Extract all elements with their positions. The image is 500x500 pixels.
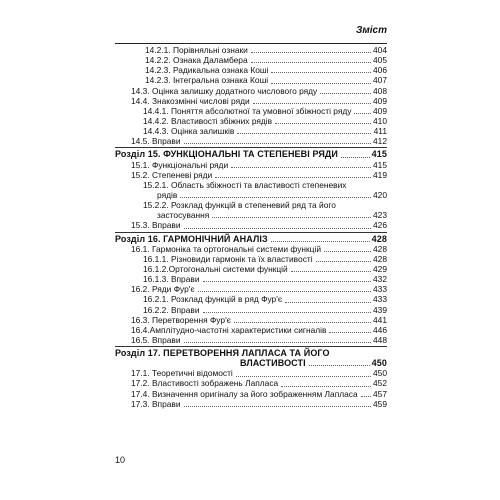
toc-entry-label: застосування xyxy=(157,210,210,221)
toc-dot-leader xyxy=(320,93,371,94)
toc-entry-page: 411 xyxy=(373,126,387,137)
toc-dot-leader xyxy=(212,217,371,218)
toc-entry-label: 16.1.3. Вправи xyxy=(143,274,200,285)
toc-entry-page: 433 xyxy=(373,284,387,295)
toc-entry-page: 409 xyxy=(373,105,387,116)
toc-entry-page: 432 xyxy=(373,274,387,285)
toc-entry-label: 16.1.2.Ортогональні системи функцій xyxy=(143,263,288,274)
toc-entry[interactable] xyxy=(115,126,387,136)
toc-entry-page: 429 xyxy=(373,263,387,274)
toc-entry[interactable] xyxy=(115,200,387,210)
toc-entry-page: 450 xyxy=(373,368,387,379)
toc-entry-label: 17.1. Теоретичні відомості xyxy=(131,368,233,379)
toc-entry-page: 423 xyxy=(373,210,387,221)
toc-entry-label: 16.2.2. Вправи xyxy=(143,304,200,315)
toc-dot-leader xyxy=(184,342,371,343)
toc-entry-label: 16.2.1. Розклад функцій в ряд Фур'є xyxy=(143,294,283,305)
toc-entry-page: 420 xyxy=(373,189,387,200)
toc-dot-leader xyxy=(184,228,371,229)
toc-entry-page: 426 xyxy=(373,220,387,231)
toc-dot-leader xyxy=(184,406,371,407)
toc-dot-leader xyxy=(237,133,371,134)
toc-entry-label: 16.5. Вправи xyxy=(131,334,181,345)
toc-entry-label: 15.2.1. Область збіжності та властивості степеневих xyxy=(143,179,347,190)
toc-entry-page: 428 xyxy=(373,243,387,254)
toc-entry-label: 17.2. Властивості зображень Лапласа xyxy=(131,378,279,389)
header-rule xyxy=(115,43,387,44)
toc-entry-label: 17.4. Визначення оригіналу за його зображенням Лапласа xyxy=(131,388,358,399)
toc-dot-leader xyxy=(341,157,370,158)
toc-entry-page: 415 xyxy=(371,149,387,160)
toc-entry[interactable] xyxy=(115,389,387,399)
toc-entry-page: 415 xyxy=(373,159,387,170)
toc-dot-leader xyxy=(234,322,371,323)
toc-entry-page: 407 xyxy=(373,75,387,86)
page-header xyxy=(115,25,387,36)
toc-entry[interactable] xyxy=(115,368,387,378)
toc-dot-leader xyxy=(281,386,371,387)
toc-entry-label: рядів xyxy=(157,189,178,200)
toc-entry-label: 16.1.1. Різновиди гармонік та їх властивості xyxy=(143,253,313,264)
toc-entry-page: 406 xyxy=(373,65,387,76)
toc-dot-leader xyxy=(361,396,371,397)
toc-entry[interactable] xyxy=(115,75,387,85)
page-number: 10 xyxy=(115,455,126,465)
toc-dot-leader xyxy=(329,332,371,333)
toc-dot-leader xyxy=(271,241,370,242)
toc-dot-leader xyxy=(291,271,371,272)
toc-entry[interactable] xyxy=(115,45,387,55)
toc-dot-leader xyxy=(236,376,371,377)
toc-entry-label: 15.2. Степеневі ряди xyxy=(131,169,213,180)
toc-dot-leader xyxy=(180,197,371,198)
toc-entry-label: Розділ 17. ПЕРЕТВОРЕННЯ ЛАПЛАСА ТА ЙОГО xyxy=(115,348,330,359)
toc-entry-label: 14.4.2. Властивості збіжних рядів xyxy=(143,115,273,126)
toc-dot-leader xyxy=(275,123,371,124)
section-separator xyxy=(115,147,387,148)
toc-dot-leader xyxy=(215,177,371,178)
toc-entry[interactable] xyxy=(115,274,387,284)
toc-entry[interactable] xyxy=(115,315,387,325)
toc-section-heading[interactable] xyxy=(115,149,387,159)
toc-dot-leader xyxy=(285,302,371,303)
toc-entry-page: 410 xyxy=(373,115,387,126)
toc-entry[interactable] xyxy=(115,106,387,116)
toc-entry[interactable] xyxy=(115,160,387,170)
toc-entry-page: 448 xyxy=(373,334,387,345)
toc-entry[interactable] xyxy=(115,244,387,254)
toc-entry-label: 14.2.1. Порівняльні ознаки xyxy=(145,44,248,55)
toc-entry[interactable] xyxy=(115,65,387,75)
toc-dot-leader xyxy=(316,261,371,262)
toc-dot-leader xyxy=(251,62,371,63)
toc-entry-label: 14.3. Оцінка залишку додатного числового ряду xyxy=(131,85,318,96)
toc-entry-page: 408 xyxy=(373,85,387,96)
toc-entry-label: 14.4.1. Поняття абсолютної та умовної збіжності ряду xyxy=(143,105,352,116)
table-of-contents xyxy=(115,45,387,409)
toc-entry-page: 412 xyxy=(373,136,387,147)
toc-entry-page: 409 xyxy=(373,95,387,106)
toc-entry[interactable] xyxy=(115,55,387,65)
toc-entry[interactable] xyxy=(115,379,387,389)
section-separator xyxy=(115,346,387,347)
toc-entry-page: 450 xyxy=(371,358,387,369)
toc-entry[interactable] xyxy=(115,180,387,190)
toc-dot-leader xyxy=(271,72,371,73)
toc-dot-leader xyxy=(253,103,371,104)
toc-entry[interactable] xyxy=(115,284,387,294)
toc-entry[interactable] xyxy=(115,190,387,200)
toc-entry-page: 439 xyxy=(373,304,387,315)
toc-entry-page: 452 xyxy=(373,378,387,389)
toc-entry-label: ВЛАСТИВОСТІ xyxy=(240,358,306,369)
toc-entry-page: 428 xyxy=(373,253,387,264)
toc-entry[interactable] xyxy=(115,116,387,126)
toc-dot-leader xyxy=(309,365,370,366)
toc-entry-page: 405 xyxy=(373,55,387,66)
toc-entry-page: 459 xyxy=(373,398,387,409)
toc-entry-page: 446 xyxy=(373,324,387,335)
toc-entry-label: 15.1. Функціональні ряди xyxy=(131,159,229,170)
toc-dot-leader xyxy=(354,113,371,114)
toc-entry-label: Розділ 15. ФУНКЦІОНАЛЬНІ ТА СТЕПЕНЕВІ РЯДИ xyxy=(115,149,338,160)
toc-entry-page: 433 xyxy=(373,294,387,305)
toc-entry-page: 441 xyxy=(373,314,387,325)
toc-dot-leader xyxy=(198,291,371,292)
toc-dot-leader xyxy=(203,281,371,282)
toc-entry-label: 17.3. Вправи xyxy=(131,398,181,409)
toc-entry[interactable] xyxy=(115,170,387,180)
toc-entry-label: 14.2.2. Ознака Даламбера xyxy=(145,55,248,66)
toc-dot-leader xyxy=(271,83,371,84)
toc-entry-page: 419 xyxy=(373,169,387,180)
toc-entry[interactable] xyxy=(115,264,387,274)
toc-entry-label: 15.2.2. Розклад функцій в степеневий ряд та його xyxy=(143,200,336,211)
toc-entry-page: 428 xyxy=(371,233,387,244)
toc-entry[interactable] xyxy=(115,294,387,304)
toc-entry-label: Розділ 16. ГАРМОНІЧНИЙ АНАЛІЗ xyxy=(115,233,268,244)
toc-entry-label: 14.5. Вправи xyxy=(131,136,181,147)
section-separator xyxy=(115,232,387,233)
toc-entry-label: 16.2. Ряди Фур'є xyxy=(131,284,195,295)
toc-entry[interactable] xyxy=(115,220,387,230)
toc-entry[interactable] xyxy=(115,86,387,96)
toc-entry[interactable] xyxy=(115,210,387,220)
toc-entry[interactable] xyxy=(115,325,387,335)
toc-entry[interactable] xyxy=(115,335,387,345)
toc-entry-page: 404 xyxy=(373,44,387,55)
toc-entry-label: 14.4.3. Оцінка залишків xyxy=(143,126,235,137)
toc-entry-label: 14.4. Знакозмінні числові ряди xyxy=(131,95,250,106)
toc-entry[interactable] xyxy=(115,96,387,106)
toc-entry[interactable] xyxy=(115,305,387,315)
toc-dot-leader xyxy=(231,167,371,168)
toc-section-heading[interactable] xyxy=(115,234,387,244)
toc-entry-label: 14.2.3. Інтегральна ознака Коші xyxy=(145,75,269,86)
toc-entry-label: 16.1. Гармоніка та ортогональні системи функцій xyxy=(131,243,322,254)
toc-entry-label: 16.4.Амплітудно-частотні характеристики сигналів xyxy=(131,324,327,335)
toc-dot-leader xyxy=(184,143,371,144)
toc-dot-leader xyxy=(203,312,371,313)
toc-entry-label: 16.3. Перетворення Фур'є xyxy=(131,314,231,325)
toc-dot-leader xyxy=(251,52,371,53)
toc-entry-page: 457 xyxy=(373,388,387,399)
toc-dot-leader xyxy=(324,251,371,252)
page-header-title: Зміст xyxy=(355,25,387,36)
toc-section-heading[interactable] xyxy=(115,358,387,368)
toc-entry[interactable] xyxy=(115,136,387,146)
toc-entry[interactable] xyxy=(115,399,387,409)
toc-entry[interactable] xyxy=(115,254,387,264)
toc-entry-label: 14.2.3. Радикальна ознака Коші xyxy=(145,65,269,76)
toc-section-heading[interactable] xyxy=(115,348,387,358)
toc-entry-label: 15.3. Вправи xyxy=(131,220,181,231)
